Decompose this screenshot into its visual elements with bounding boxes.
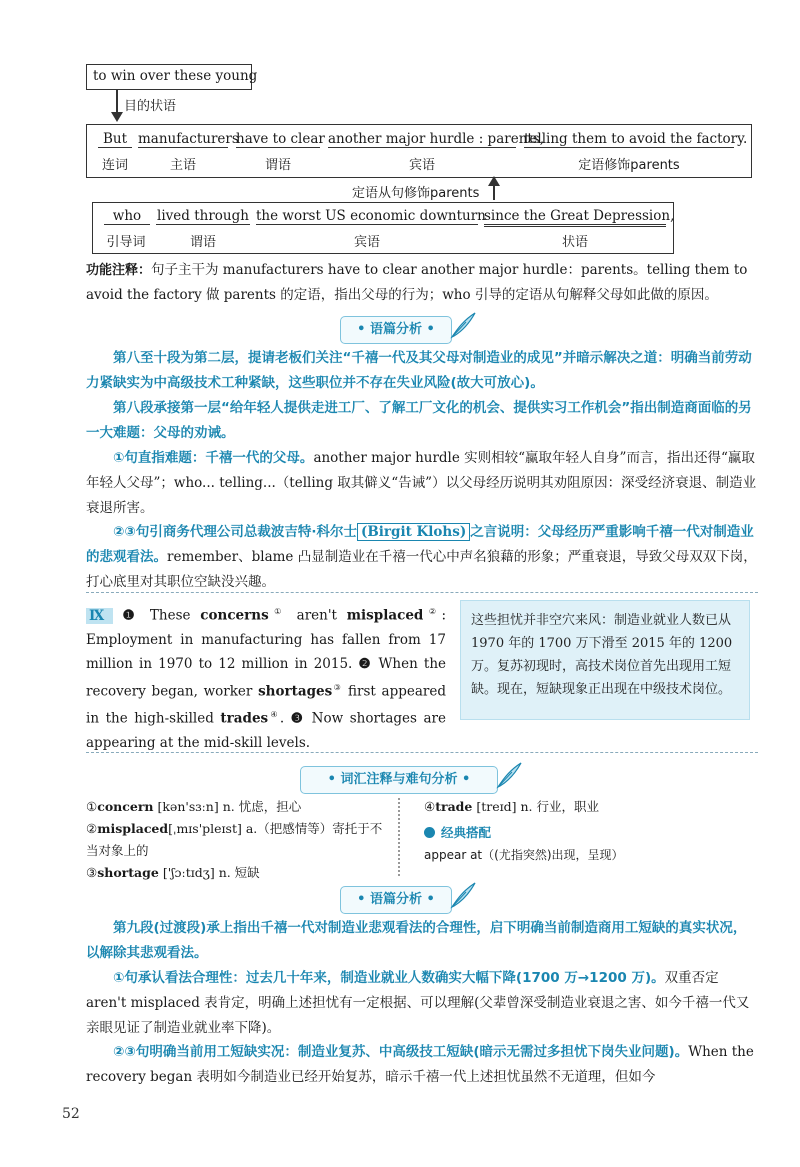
section1-p1 xyxy=(86,346,758,396)
bullet-dot-icon xyxy=(424,827,435,838)
paragraph9-misplaced: misplaced xyxy=(346,607,424,624)
paragraph9-s2c: . xyxy=(279,710,285,727)
section1-p4-box: (Birgit Klohs) xyxy=(357,523,470,541)
function-note-text: 句子主干为 manufacturers have to clear another major hurdle：parents。telling them to avoid the factory 做 parents 的定语，指出父母的行为；who 引导的定语从句解释父母如此做的原因。 xyxy=(86,262,748,303)
diagram-top-text: to win over these young xyxy=(93,68,258,84)
diagram-top-label: 目的状语 xyxy=(124,99,177,114)
vocab-def: a.（把感情等）寄托于不当对象上的 xyxy=(86,821,383,858)
section1-p4-lead-b: 之言说明：父母经历严重影响千禧一代对制造业的悲观看法。 xyxy=(86,524,754,565)
main-label-verb: 谓语 xyxy=(264,158,291,173)
feather-pen-icon xyxy=(494,760,524,790)
section3-p1 xyxy=(86,916,758,966)
paragraph9-n1: ❶ xyxy=(122,607,141,624)
main-label-subject: 主语 xyxy=(169,158,196,173)
paragraph9-n2: ❷ xyxy=(358,655,373,672)
vocab-num: ① xyxy=(86,799,98,814)
paragraph9-sup4: ④ xyxy=(268,710,280,719)
vocab-def: n. 短缺 xyxy=(218,865,260,880)
paragraph9-s1b: aren't xyxy=(296,607,337,624)
vocab-word: shortage xyxy=(97,865,159,880)
section3-p2-text: 双重否定 aren't misplaced 表肯定，明确上述担忧有一定根据、可以理解(父辈曾深受制造业衰退之害、如今千禧一代又亲眼见证了制造业就业率下降)。 xyxy=(86,970,750,1036)
section1-p2-text: 第八段承接第一层“给年轻人提供走进工厂、了解工厂文化的机会、提供实习工作机会”指出制造商面临的另一大难题：父母的劝诫。 xyxy=(86,400,752,441)
paragraph9-english xyxy=(86,600,446,755)
paragraph9-n3: ❸ xyxy=(290,710,306,727)
diagram-arrow-head xyxy=(111,112,123,122)
main-cell-object: another major hurdle : parents, xyxy=(328,131,545,147)
paragraph9-sup1: ① xyxy=(268,607,287,616)
vocab-item-4 xyxy=(424,796,754,818)
diagram-top-box xyxy=(86,64,258,90)
function-note-lead: 功能注释： xyxy=(86,263,152,278)
section3-p3-lead: ②③句明确当前用工短缺实况：制造业复苏、中高级技工短缺(暗示无需过多担忧下岗失业问题)。 xyxy=(113,1044,689,1060)
section1-banner: • 语篇分析 • xyxy=(340,316,452,344)
section1-p3 xyxy=(86,446,758,521)
paragraph9-s2a: When the recovery began, worker xyxy=(86,655,447,699)
page-number: 52 xyxy=(62,1106,80,1122)
vocab-ipa: ['ʃɔːtɪdʒ] xyxy=(162,865,215,880)
main-label-object: 宾语 xyxy=(408,158,435,173)
sub-cell-adverbial: since the Great Depression, xyxy=(484,208,666,227)
feather-pen-icon xyxy=(448,880,478,910)
paragraph9-s2b: first appeared in the high-skilled xyxy=(86,683,447,727)
sub-cell-object: the worst US economic downturn xyxy=(256,208,486,224)
function-note xyxy=(86,258,758,308)
main-label-conj: 连词 xyxy=(101,158,128,173)
vocab-right xyxy=(424,796,754,866)
paragraph9-s1a: These xyxy=(149,607,191,624)
sub-label-verb: 谓语 xyxy=(189,235,216,250)
section3-p2-lead: ①句承认看法合理性：过去几十年来，制造业就业人数确实大幅下降(1700 万→1200 万)。 xyxy=(113,970,665,986)
paragraph9-translation xyxy=(460,600,750,720)
section3-p3-text: When the recovery began 表明如今制造业已经开始复苏，暗示千禧一代上述担忧虽然不无道理，但如今 xyxy=(86,1044,754,1085)
section1-p3-text: another major hurdle 实则相较“赢取年轻人自身”而言，指出还得“赢取年轻人父母”；who... telling...（telling 取其僻义“告诫”）以父母经历说明其劝阻原因：深受经济衰退、制造业衰退所害。 xyxy=(86,450,757,516)
vocab-word: concern xyxy=(97,799,154,814)
divider-top xyxy=(86,592,758,593)
section1-p4-lead-a: ②③句引商务代理公司总裁波吉特·科尔士 xyxy=(113,524,357,540)
vocab-ipa: [ˌmɪs'pleɪst] xyxy=(168,821,242,836)
main-cell-subject: manufacturers xyxy=(138,131,239,147)
paragraph9-sup2: ② xyxy=(423,607,442,616)
collocation-title-row xyxy=(424,822,754,844)
paragraph9-marker: Ⅸ xyxy=(86,608,113,624)
section1-p2 xyxy=(86,396,758,446)
vocab-num: ③ xyxy=(86,865,98,880)
paragraph9-s3: Now shortages are appearing at the mid-skill levels. xyxy=(86,710,446,751)
vocab-word: misplaced xyxy=(97,821,169,836)
sub-cell-verb: lived through xyxy=(157,208,249,224)
vocab-def: n. 行业，职业 xyxy=(520,799,599,814)
vocab-ipa: [treɪd] xyxy=(476,799,517,814)
paragraph9-s1c: : Employment in manufacturing has fallen from 17 million in 1970 to 12 million in 2015. xyxy=(86,607,447,672)
paragraph9-concerns: concerns xyxy=(200,607,269,624)
main-cell-but: But xyxy=(98,131,132,148)
divider-bottom xyxy=(86,752,758,753)
section3-banner: • 语篇分析 • xyxy=(340,886,452,914)
collocation-title: 经典搭配 xyxy=(441,825,492,840)
vocab-left xyxy=(86,796,386,884)
diagram-arrow-up xyxy=(493,186,495,200)
feather-pen-icon xyxy=(448,310,478,340)
sub-label-intro: 引导词 xyxy=(106,235,146,250)
sub-label-object: 宾语 xyxy=(353,235,380,250)
section3-p1-text: 第九段(过渡段)承上指出千禧一代对制造业悲观看法的合理性，启下明确当前制造商用工短缺的真实状况，以解除其悲观看法。 xyxy=(86,920,747,961)
paragraph9-trades: trades xyxy=(220,710,269,727)
vocab-word: trade xyxy=(435,799,473,814)
vocab-num: ② xyxy=(86,821,98,836)
section2-banner: • 词汇注释与难句分析 • xyxy=(300,766,498,794)
vocab-divider-squiggle xyxy=(398,798,412,876)
diagram-mid-label: 定语从句修饰parents xyxy=(352,186,480,201)
vocab-item-1 xyxy=(86,796,386,818)
section3-p3 xyxy=(86,1040,758,1090)
section1-p3-lead: ①句直指难题：千禧一代的父母。 xyxy=(113,450,314,466)
vocab-ipa: [kən'sɜːn] xyxy=(157,799,219,814)
paragraph9-translation-text: 这些担忧并非空穴来风：制造业就业人数已从 1970 年的 1700 万下滑至 2015 年的 1200 万。复苏初现时，高技术岗位首先出现用工短缺。现在，短缺现象正出现在中级技术岗位。 xyxy=(471,613,733,697)
sub-cell-who: who xyxy=(104,208,150,225)
main-cell-attributive: telling them to avoid the factory. xyxy=(524,131,748,147)
vocab-num: ④ xyxy=(424,799,436,814)
section1-p4 xyxy=(86,520,758,595)
vocab-def: n. 忧虑，担心 xyxy=(222,799,302,814)
vocab-item-3 xyxy=(86,862,386,884)
diagram-arrow-up-head xyxy=(488,176,500,186)
main-cell-verb: have to clear xyxy=(236,131,325,147)
section1-p4-text: remember、blame 凸显制造业在千禧一代心中声名狼藉的形象；严重衰退，导致父母双双下岗，打心底里对其职位空缺没兴趣。 xyxy=(86,549,757,590)
main-label-attributive: 定语修饰parents xyxy=(578,158,680,173)
sub-label-adverbial: 状语 xyxy=(561,235,588,250)
collocation-text: appear at（(尤指突然)出现，呈现） xyxy=(424,848,624,862)
paragraph9-sup3: ③ xyxy=(332,682,343,692)
section1-p1-text: 第八至十段为第二层，提请老板们关注“千禧一代及其父母对制造业的成见”并暗示解决之道：明确当前劳动力紧缺实为中高级技术工种紧缺，这些职位并不存在失业风险(故大可放心)。 xyxy=(86,350,752,391)
paragraph9-shortages: shortages xyxy=(258,683,333,699)
vocab-item-2 xyxy=(86,818,386,862)
section3-p2 xyxy=(86,966,758,1041)
